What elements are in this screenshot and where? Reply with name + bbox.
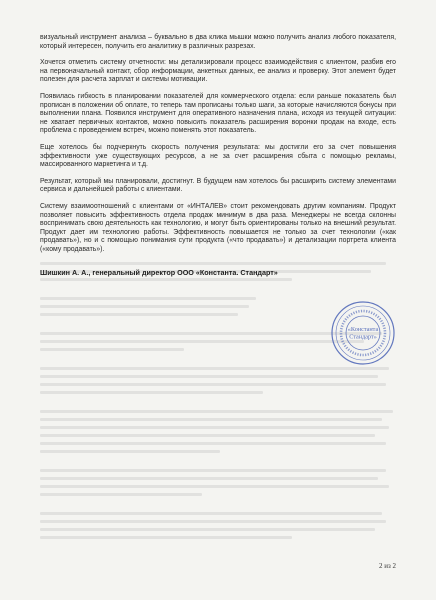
paragraph-5: Результат, который мы планировали, достигнут. В будущем нам хотелось бы расширить систему элементами сервиса и дальнейшей работы с клиентами. (40, 177, 396, 194)
signature-line: Шишкин А. А., генеральный директор ООО «Константа. Стандарт» (40, 268, 278, 278)
stamp-text-line2: Стандарт» (349, 333, 377, 341)
document-body (40, 34, 396, 277)
page-number: 2 из 2 (378, 562, 396, 570)
stamp-text-line1: «Константа (347, 326, 379, 333)
paragraph-4: Еще хотелось бы подчеркнуть скорость получения результата: мы достигли его за счет повышения эффективности уже существующих ресурсов, а не за счет расширения сбыта с помощью рекламы, массированного маркетинга и т.д. (40, 143, 396, 169)
paragraph-6: Систему взаимоотношений с клиентами от «ИНТАЛЕВ» стоит рекомендовать другим компаниям. Продукт позволяет повысить эффективность отдела продаж минимум в два раза. Менеджеры не всегда склонны воспринимать свою деятельность как технологию, и могут быть ориентированы только на внешний результат. Продукт дает им технологию работы. Эффективность повышается не только за счет технологии («как продавать»), но и с помощью понимания сути продукта («что продавать») и детализации портрета клиента («кому продавать»). (40, 202, 396, 253)
paragraph-2: Хочется отметить систему отчетности: мы детализировали процесс взаимодействия с клиентом, разбив его на первоначальный контакт, сбор информации, анкетных данных, ее анализ и проверку. Этот элемент будет полезен для расчета зарплат и системы мотивации. (40, 59, 396, 84)
paragraph-3: Появилась гибкость в планировании показателей для коммерческого отдела: если раньше показатель был прописан в положении об оплате, то теперь там прописаны только шаги, за которые начисляются бонусы при выполнении плана. Появился инструмент для оперативного назначения плана, исходя из текущей ситуации: не хватает первичных контактов, можно повысить показатель расширения воронки продаж на входе, есть проблема с проведением встреч, можно поменять этот показатель. (40, 92, 396, 135)
company-seal-icon (330, 300, 396, 366)
paragraph-1: визуальный инструмент анализа – буквально в два клика мышки можно получить анализ любого показателя, который интересен, получить его аналитику в различных разрезах. (40, 34, 396, 50)
